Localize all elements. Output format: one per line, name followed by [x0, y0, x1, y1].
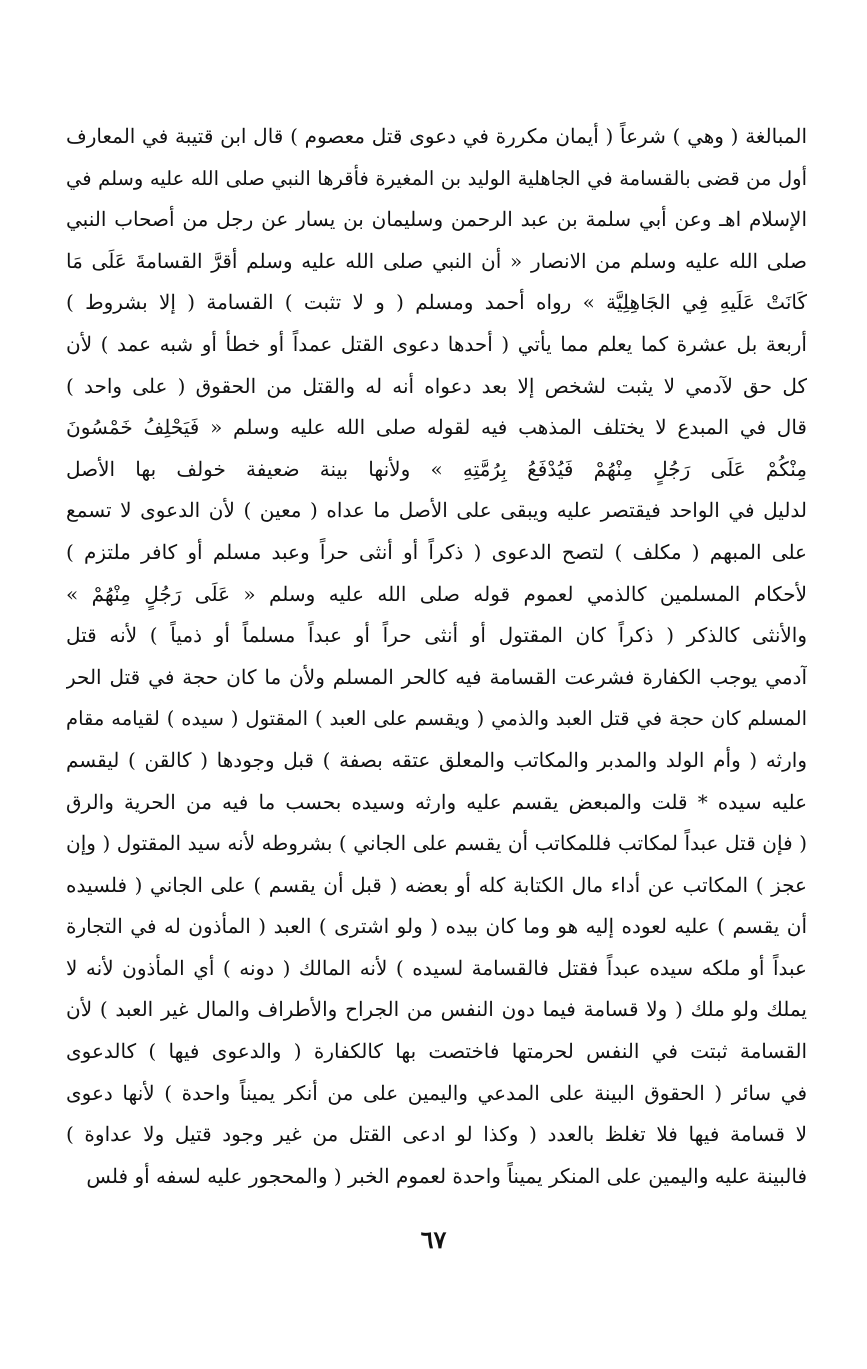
- text-line: مِنْكُمْ عَلَى رَجُلٍ مِنْهُمْ فَيُدْفَعُ بِرُمَّتِهِ » ولأنها بينة ضعيفة خولف بها الأصل: [66, 456, 807, 481]
- text-line: الإسلام اهـ وعن أبي سلمة بن عبد الرحمن وسليمان بن يسار عن رجل من أصحاب النبي: [66, 207, 807, 232]
- body-text: [66, 116, 807, 1197]
- text-line: يملك ولو ملك ( ولا قسامة فيما دون النفس من الجراح والأطراف والمال غير العبد ) لأن: [66, 997, 807, 1022]
- text-line: كل حق لآدمي لا يثبت لشخص إلا بعد دعواه أنه له والقتل من الحقوق ( على واحد ): [66, 373, 807, 398]
- text-line: على المبهم ( مكلف ) لتصح الدعوى ( ذكراً أو أنثى حراً وعبد مسلم أو كافر ملتزم ): [66, 539, 807, 564]
- text-line: والأنثى كالذكر ( ذكراً كان المقتول أو أنثى حراً أو عبداً مسلماً أو ذمياً ) لأنه قتل: [66, 623, 807, 648]
- text-line: عبداً أو ملكه سيده عبداً فقتل فالقسامة لسيده ) لأنه المالك ( دونه ) أي المأذون لأنه لا: [66, 955, 807, 980]
- text-line: عليه سيده * قلت والمبعض يقسم عليه وارثه وسيده بحسب ما فيه من الحرية والرق: [66, 789, 807, 814]
- text-line: لدليل في الواحد فيقتصر عليه ويبقى على الأصل ما عداه ( معين ) لأن الدعوى لا تسمع: [66, 498, 807, 523]
- text-line: وارثه ( وأم الولد والمدبر والمكاتب والمعلق عتقه بصفة ) قبل وجودها ( كالقن ) ليقسم: [66, 747, 807, 772]
- text-line: لا قسامة فيها فلا تغلظ بالعدد ( وكذا لو ادعى القتل من غير وجود قتيل ولا عداوة ): [66, 1122, 807, 1147]
- text-line: عجز ) المكاتب عن أداء مال الكتابة كله أو بعضه ( قبل أن يقسم ) على الجاني ( فلسيده: [66, 872, 807, 897]
- text-line: لأحكام المسلمين كالذمي لعموم قوله صلى الله عليه وسلم « عَلَى رَجُلٍ مِنْهُمْ »: [66, 581, 807, 606]
- text-line: أول من قضى بالقسامة في الجاهلية الوليد بن المغيرة فأقرها النبي صلى الله عليه وسلم في: [66, 166, 807, 190]
- text-line: فالبينة عليه واليمين على المنكر يميناً واحدة لعموم الخبر ( والمحجور عليه لسفه أو فلس: [86, 1163, 807, 1188]
- text-line: أن يقسم ) عليه لعوده إليه هو وما كان بيده ( ولو اشترى ) العبد ( المأذون له في التجارة: [66, 914, 807, 939]
- text-line: المسلم كان حجة في قتل العبد والذمي ( ويقسم على العبد ) المقتول ( سيده ) لقيامه مقام: [66, 707, 807, 731]
- text-line: القسامة ثبتت في النفس لحرمتها فاختصت بها كالكفارة ( والدعوى فيها ) كالدعوى: [66, 1039, 807, 1064]
- text-line: أربعة بل عشرة كما يعلم مما يأتي ( أحدها دعوى القتل عمداً أو خطأ أو شبه عمد ) لأن: [66, 331, 807, 356]
- text-line: صلى الله عليه وسلم من الانصار « أن النبي صلى الله عليه وسلم أقرَّ القسامةَ عَلَى مَا: [66, 248, 807, 273]
- text-line: في سائر ( الحقوق البينة على المدعي واليمين على من أنكر يميناً واحدة ) لأنها دعوى: [66, 1080, 807, 1105]
- page-number: ٦٧: [420, 1225, 447, 1254]
- text-line: قال في المبدع لا يختلف المذهب فيه لقوله صلى الله عليه وسلم « فَيَحْلِفُ خَمْسُونَ: [66, 415, 807, 440]
- text-line: كَانَتْ عَلَيهِ فِي الجَاهِلِيَّة » رواه أحمد ومسلم ( و لا تثبت ) القسامة ( إلا بشروط ): [66, 290, 807, 315]
- text-line: آدمي يوجب الكفارة فشرعت القسامة فيه كالحر المسلم ولأن ما كان حجة في قتل الحر: [66, 664, 807, 689]
- text-line: ( فإن قتل عبداً لمكاتب فللمكاتب أن يقسم على الجاني ) بشروطه لأنه سيد المقتول ( وإن: [66, 831, 807, 856]
- text-line: المبالغة ( وهي ) شرعاً ( أيمان مكررة في دعوى قتل معصوم ) قال ابن قتيبة في المعارف: [66, 124, 807, 148]
